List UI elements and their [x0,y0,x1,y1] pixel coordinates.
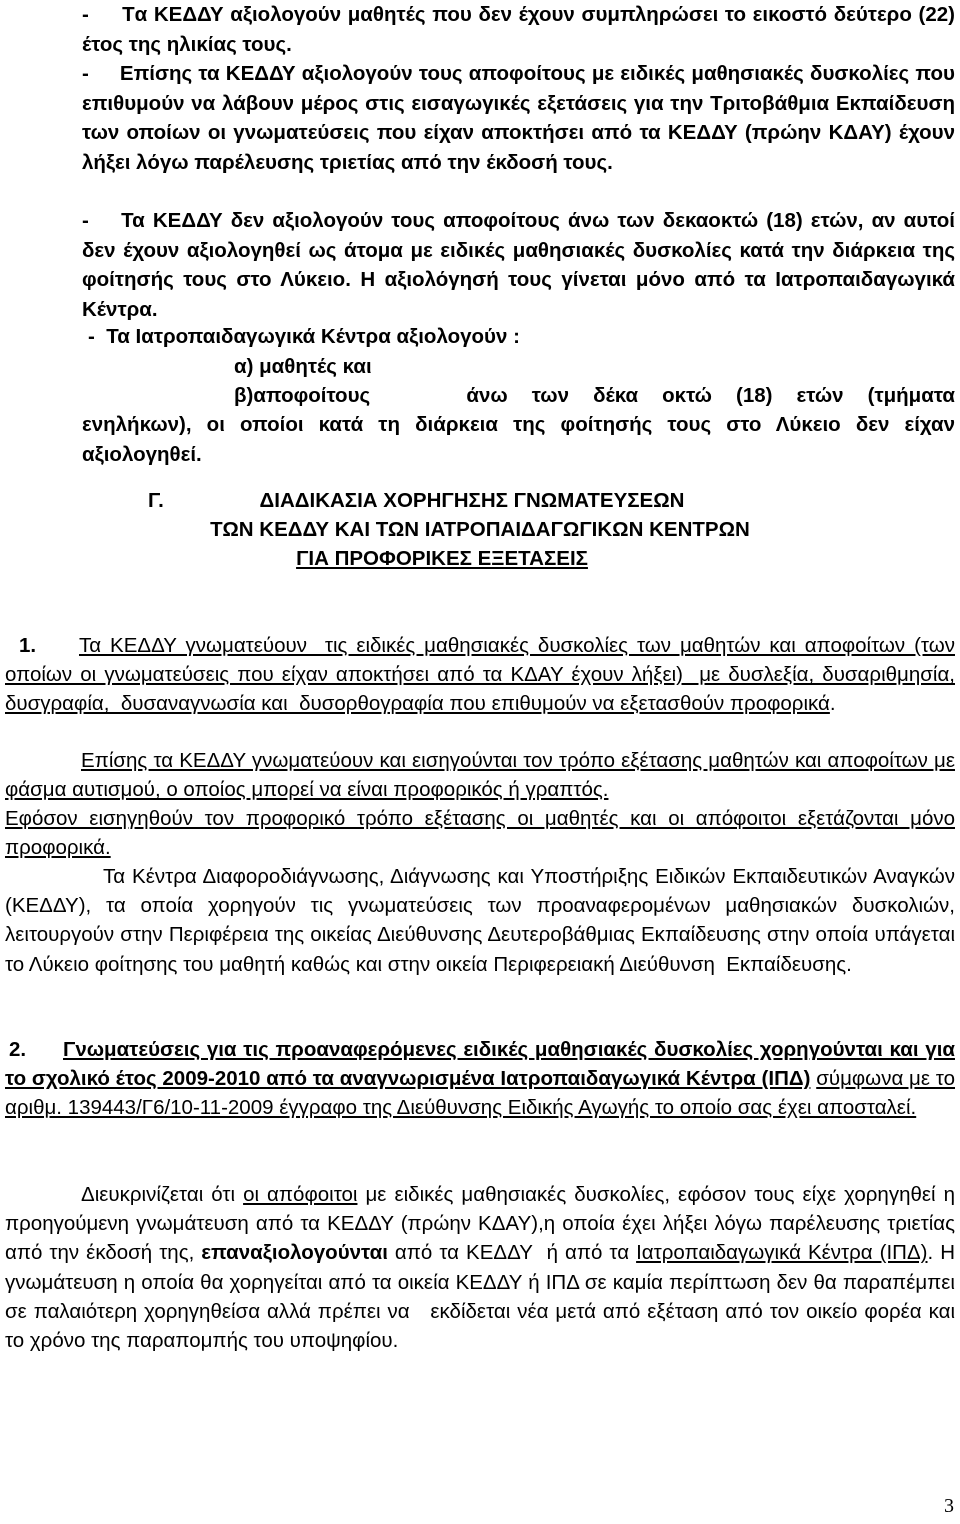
sub-item-a: α) μαθητές και [234,355,372,378]
clar-medical-centers: Ιατροπαιδαγωγικά Κέντρα (ΙΠΔ) [636,1241,928,1265]
clar-text-c: με ειδικές μαθησιακές δυσκολίες, εφόσον τους είχε χορηγηθεί η προηγούμενη γνωμάτευση από τα ΚΕΔΔΥ (πρώην ΚΔΑΥ),η οποία έχει λήξει λόγω παρέλευσης τριετίας από την έκδοσή της, [5,1183,955,1265]
sub-item-b-lead: β)αποφοίτους άνω των δέκα οκτώ (18) ετών (τμήματα [234,384,955,407]
para2-main [5,1035,955,1123]
sub-item-b-rest: ενηλήκων), οι οποίοι κατά τη διάρκεια της φοίτησής τους στο Λύκειο δεν είχαν αξιολογηθεί. [82,413,955,466]
para1-period: . [829,692,836,716]
para1-oral-only: Εφόσον εισηγηθούν τον προφορικό τρόπο εξέτασης οι μαθητές και οι απόφοιτοι εξετάζονται μόνο προφορικά. [5,807,955,860]
section-title-line3: ΓΙΑ ΠΡΟΦΟΡΙΚΕΣ ΕΞΕΤΑΣΕΙΣ [296,547,588,570]
bullet-graduates-exams: - Επίσης τα ΚΕΔΔΥ αξιολογούν τους αποφοίτους με ειδικές μαθησιακές δυσκολίες που επιθυμούν να λάβουν μέρος στις εισαγωγικές εξετάσεις για την Τριτοβάθμια Εκπαίδευση των οποίων οι γνωματεύσεις που είχαν αποκτήσει από τα ΚΕΔΔΥ (πρώην ΚΔΑΥ) έχουν λήξει λόγω παρέλευσης τριετίας από την έκδοσή τους. [82,62,955,174]
para1-text: Τα ΚΕΔΔΥ γνωματεύουν τις ειδικές μαθησιακές δυσκολίες των μαθητών και αποφοίτων (των οποίων οι γνωματεύσεις που είχαν αποκτήσει από τα ΚΔΑΥ έχουν λήξει) με δυσλεξία, δυσαριθμησία, δυσγραφία, δυσαναγνωσία και δυσορθογραφία που επιθυμούν να εξετασθούν προφορικά [5,634,955,716]
clar-reevaluated: επαναξιολογούνται [201,1241,388,1265]
para2-number: 2. [9,1038,27,1061]
section-title-line2: ΤΩΝ ΚΕΔΔΥ ΚΑΙ ΤΩΝ ΙΑΤΡΟΠΑΙΔΑΓΩΓΙΚΩΝ ΚΕΝΤΡΩΝ [210,518,750,541]
clar-text-a: Διευκρινίζεται ότι [81,1183,244,1206]
bullet-medical-centers: - Τα Ιατροπαιδαγωγικά Κέντρα αξιολογούν : [88,325,520,348]
page-number: 3 [944,1495,954,1517]
para2-clarification [5,1180,955,1355]
para1-number: 1. [19,634,37,657]
section-title-line1: ΔΙΑΔΙΚΑΣΙΑ ΧΟΡΗΓΗΣΗΣ ΓΝΩΜΑΤΕΥΣΕΩΝ [259,489,685,512]
bullet-graduates-over-18: - Τα ΚΕΔΔΥ δεν αξιολογούν τους αποφοίτους άνω των δεκαοκτώ (18) ετών, αν αυτοί δεν έχουν αξιολογηθεί ως άτομα με ειδικές μαθησιακές δυσκολίες κατά την διάρκεια της φοίτησής τους στο Λύκειο. Η αξιολόγησή τους γίνεται μόνο από τα Ιατροπαιδαγωγικά Κέντρα. [82,209,955,321]
para2-reference: σύμφωνα με το αριθμ. 139443/Γ6/10-11-2009 έγγραφο της Διεύθυνσης Ειδικής Αγωγής το οποίο σας έχει αποσταλεί. [5,1067,955,1120]
clar-text-e: από τα ΚΕΔΔΥ ή από τα [387,1241,637,1265]
clar-text-g: . Η γνωμάτευση η οποία θα χορηγείται από τα οικεία ΚΕΔΔΥ ή ΙΠΔ σε καμία περίπτωση δεν θα παραπέμπει σε παλαιότερη χορηγηθείσα αλλά πρέπει να εκδίδεται νέα μετά από εξέταση από τον οικείο φορέα και το χρόνο της παραπομπής του υποψηφίου. [5,1241,955,1353]
para1-main [5,631,955,719]
section-letter: Γ. [148,489,164,512]
clar-graduates: οι απόφοιτοι [243,1183,358,1206]
bullet-age-22: - Tα ΚΕΔΔΥ αξιολογούν μαθητές που δεν έχουν συμπληρώσει το εικοστό δεύτερο (22) έτος της ηλικίας τους. [82,3,955,56]
para1-autism: Επίσης τα ΚΕΔΔΥ γνωματεύουν και εισηγούνται τον τρόπο εξέτασης μαθητών και αποφοίτων με φάσμα αυτισμού, ο οποίος μπορεί να είναι προφορικός ή γραπτός. [5,749,955,802]
para1-kedy-centers: Τα Κέντρα Διαφοροδιάγνωσης, Διάγνωσης και Υποστήριξης Ειδικών Εκπαιδευτικών Αναγκών (ΚΕΔΔΥ), τα οποία χορηγούν τις γνωματεύσεις των προαναφερομένων μαθησιακών δυσκολιών, λειτουργούν στην Περιφέρεια της οικείας Διεύθυνσης Δευτεροβάθμιας Εκπαίδευσης στην οποία υπάγεται το Λύκειο φοίτησης του μαθητή καθώς και στην οικεία Περιφερειακή Διεύθυνση Εκπαίδευσης. [5,865,955,976]
para2-bold-title: Γνωματεύσεις για τις προαναφερόμενες ειδικές μαθησιακές δυσκολίες χορηγούνται και για το σχολικό έτος 2009-2010 από τα αναγνωρισμένα Ιατροπαιδαγωγικά Κέντρα (ΙΠΔ) [5,1038,955,1091]
